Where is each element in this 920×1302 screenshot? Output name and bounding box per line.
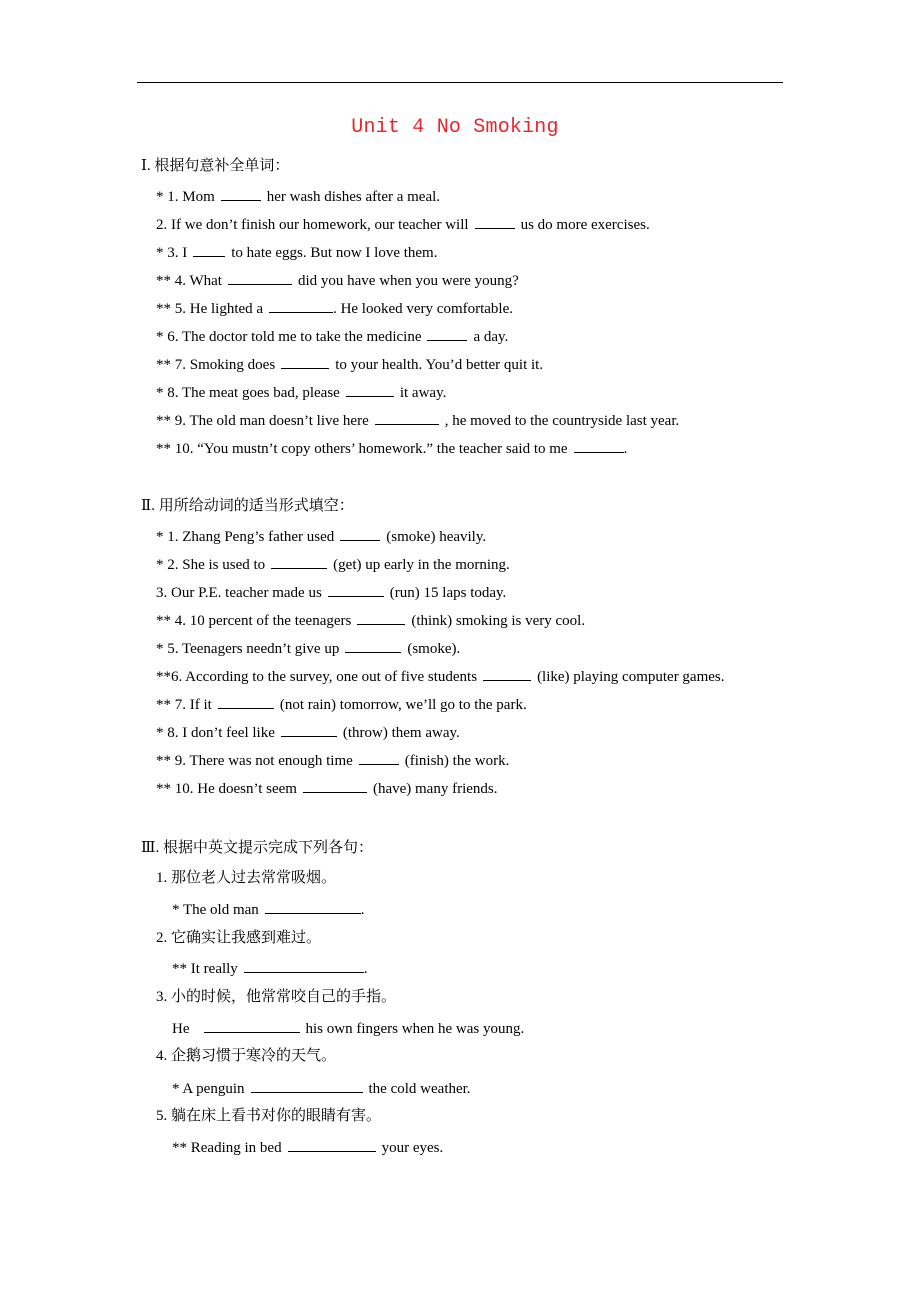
s1-q10: ** 10. “You mustn’t copy others’ homework.” the teacher said to me . [156,441,628,457]
answer-blank[interactable] [357,611,405,625]
s2-q3: 3. Our P.E. teacher made us (run) 15 laps today. [156,585,507,601]
answer-blank[interactable] [218,695,274,709]
answer-blank[interactable] [221,187,261,201]
answer-blank[interactable] [271,555,327,569]
s1-q4: ** 4. What did you have when you were young? [156,273,519,289]
answer-blank[interactable] [281,355,329,369]
s2-q1: * 1. Zhang Peng’s father used (smoke) heavily. [156,529,487,545]
answer-blank[interactable] [346,383,394,397]
s2-q4: ** 4. 10 percent of the teenagers (think) smoking is very cool. [156,613,586,629]
s1-q1: * 1. Mom her wash dishes after a meal. [156,189,441,205]
s3-q2-english: ** It really . [172,961,368,977]
s1-q7: ** 7. Smoking does to your health. You’d better quit it. [156,357,544,373]
answer-blank[interactable] [269,299,333,313]
section-1-heading: Ⅰ. 根据句意补全单词： [141,158,290,174]
s3-q4-english: * A penguin the cold weather. [172,1081,471,1097]
s3-q3-chinese: 3. 小的时候，他常常咬自己的手指。 [156,989,397,1005]
answer-blank[interactable] [483,667,531,681]
answer-blank[interactable] [228,271,292,285]
s2-q9: ** 9. There was not enough time (finish) the work. [156,753,510,769]
section-3-heading: Ⅲ. 根据中英文提示完成下列各句： [141,840,373,856]
answer-blank[interactable] [359,751,399,765]
answer-blank[interactable] [193,243,225,257]
s1-q8: * 8. The meat goes bad, please it away. [156,385,447,401]
answer-blank[interactable] [427,327,467,341]
answer-blank[interactable] [265,900,361,914]
answer-blank[interactable] [204,1019,300,1033]
answer-blank[interactable] [574,439,624,453]
s3-q1-english: * The old man . [172,902,365,918]
s3-q5-english: ** Reading in bed your eyes. [172,1140,444,1156]
s1-q3: * 3. I to hate eggs. But now I love them. [156,245,438,261]
page-title: Unit 4 No Smoking [351,116,559,139]
answer-blank[interactable] [375,411,439,425]
s1-q2: 2. If we don’t finish our homework, our teacher will us do more exercises. [156,217,650,233]
section-2-heading: Ⅱ. 用所给动词的适当形式填空： [141,498,354,514]
s2-q6: **6. According to the survey, one out of five students (like) playing computer games. [156,669,725,685]
s2-q10: ** 10. He doesn’t seem (have) many friends. [156,781,498,797]
answer-blank[interactable] [345,639,401,653]
s3-q2-chinese: 2. 它确实让我感到难过。 [156,930,322,946]
s1-q9: ** 9. The old man doesn’t live here , he moved to the countryside last year. [156,413,680,429]
s2-q5: * 5. Teenagers needn’t give up (smoke). [156,641,461,657]
answer-blank[interactable] [288,1138,376,1152]
answer-blank[interactable] [340,527,380,541]
s1-q5: ** 5. He lighted a . He looked very comfortable. [156,301,513,317]
answer-blank[interactable] [281,723,337,737]
s2-q7: ** 7. If it (not rain) tomorrow, we’ll go to the park. [156,697,527,713]
header-rule [137,82,783,83]
answer-blank[interactable] [244,959,364,973]
s3-q4-chinese: 4. 企鹅习惯于寒冷的天气。 [156,1048,337,1064]
s3-q1-chinese: 1. 那位老人过去常常吸烟。 [156,870,337,886]
s3-q3-english: He his own fingers when he was young. [172,1021,525,1037]
s2-q8: * 8. I don’t feel like (throw) them away. [156,725,460,741]
answer-blank[interactable] [475,215,515,229]
answer-blank[interactable] [303,779,367,793]
answer-blank[interactable] [251,1079,363,1093]
s3-q5-chinese: 5. 躺在床上看书对你的眼睛有害。 [156,1108,382,1124]
answer-blank[interactable] [328,583,384,597]
s1-q6: * 6. The doctor told me to take the medicine a day. [156,329,509,345]
s2-q2: * 2. She is used to (get) up early in the morning. [156,557,510,573]
